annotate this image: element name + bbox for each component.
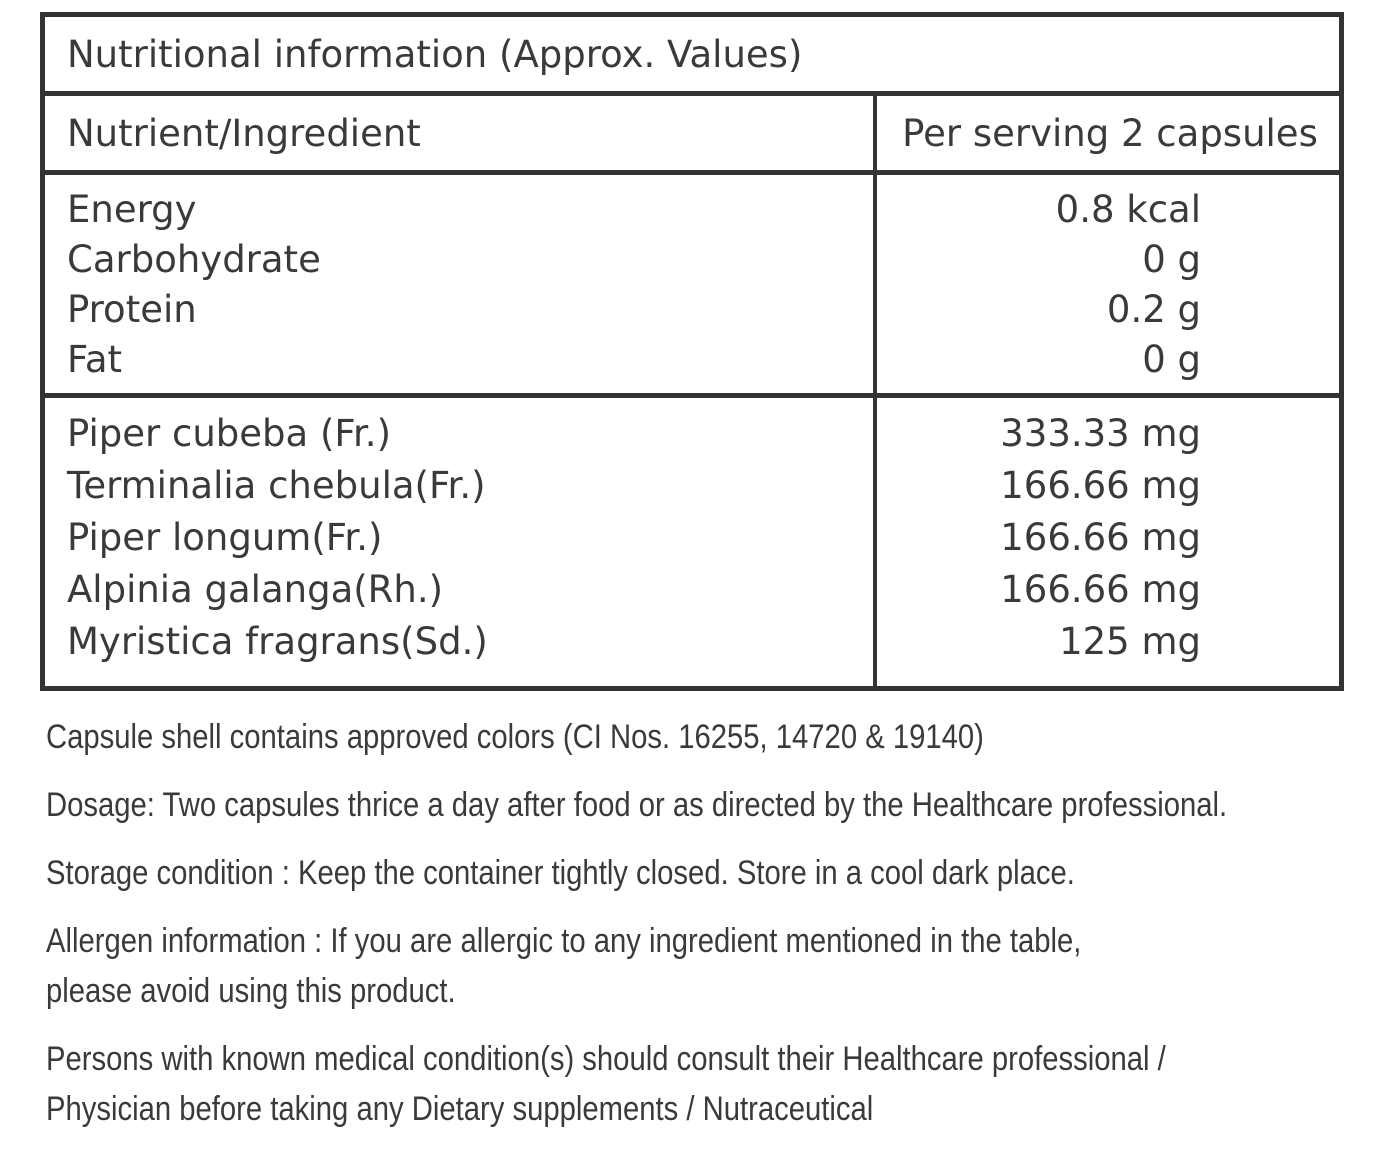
ingredient-name: Terminalia chebula(Fr.) xyxy=(67,464,486,507)
ingredient-name: Myristica fragrans(Sd.) xyxy=(67,620,488,663)
nutrient-value: 0.2 g xyxy=(1106,288,1201,331)
table-title-row xyxy=(45,17,1339,96)
header-nutrient: Nutrient/Ingredient xyxy=(67,112,421,155)
medical-note-line2: Physician before taking any Dietary supplements / Nutraceutical xyxy=(46,1090,874,1128)
nutrient-values xyxy=(1056,185,1201,385)
ingredient-values xyxy=(1000,408,1201,668)
nutrient-name: Carbohydrate xyxy=(67,238,321,281)
allergen-note-line2: please avoid using this product. xyxy=(46,972,456,1010)
ingredient-value: 333.33 mg xyxy=(1000,412,1201,455)
nutrient-name: Fat xyxy=(67,338,123,381)
ingredient-value: 125 mg xyxy=(1059,620,1201,663)
ingredient-names xyxy=(67,408,488,668)
table-title: Nutritional information (Approx. Values) xyxy=(67,33,803,76)
ingredients-section xyxy=(45,398,1339,686)
medical-note-line1: Persons with known medical condition(s) should consult their Healthcare professional / xyxy=(46,1040,1166,1078)
ingredient-value: 166.66 mg xyxy=(1000,568,1201,611)
ingredient-name: Alpinia galanga(Rh.) xyxy=(67,568,444,611)
nutrient-name: Energy xyxy=(67,188,197,231)
capsule-shell-note: Capsule shell contains approved colors (CI Nos. 16255, 14720 & 19140) xyxy=(46,718,984,756)
nutrient-value: 0.8 kcal xyxy=(1055,188,1201,231)
storage-note: Storage condition : Keep the container tightly closed. Store in a cool dark place. xyxy=(46,854,1075,892)
table-header-row xyxy=(45,96,1339,175)
header-per-serving: Per serving 2 capsules xyxy=(902,112,1318,155)
nutrient-names xyxy=(67,185,321,385)
ingredient-name: Piper cubeba (Fr.) xyxy=(67,412,392,455)
ingredient-name: Piper longum(Fr.) xyxy=(67,516,383,559)
nutrition-table xyxy=(40,12,1344,691)
ingredient-value: 166.66 mg xyxy=(1000,464,1201,507)
allergen-note-line1: Allergen information : If you are allergic to any ingredient mentioned in the table, xyxy=(46,922,1082,960)
nutrient-value: 0 g xyxy=(1142,338,1201,381)
label-notes xyxy=(46,712,1228,1134)
nutrients-section xyxy=(45,175,1339,398)
dosage-note: Dosage: Two capsules thrice a day after food or as directed by the Healthcare professional. xyxy=(46,786,1228,824)
column-divider xyxy=(873,96,877,686)
nutrient-name: Protein xyxy=(67,288,197,331)
ingredient-value: 166.66 mg xyxy=(1000,516,1201,559)
nutrient-value: 0 g xyxy=(1142,238,1201,281)
